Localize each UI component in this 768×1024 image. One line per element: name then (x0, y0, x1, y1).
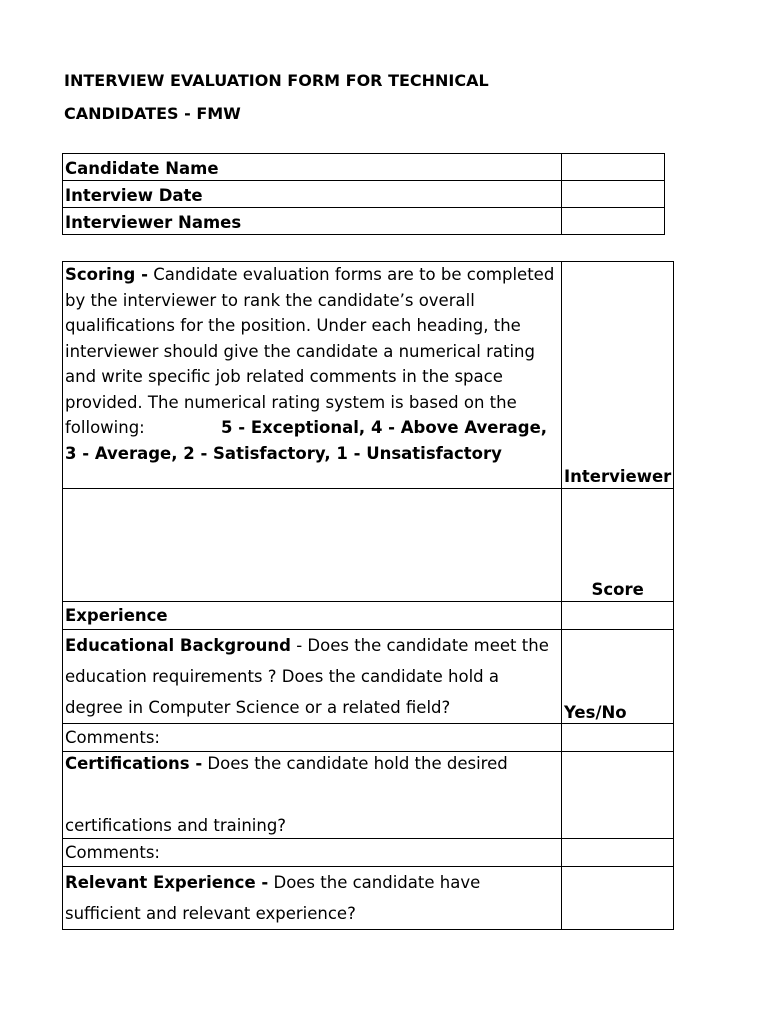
interview-date-field[interactable] (562, 181, 665, 208)
interviewer-column-header: Interviewer (562, 262, 674, 489)
scoring-row (63, 262, 674, 489)
table-row (63, 208, 665, 235)
table-row (63, 839, 674, 867)
educational-background-text: - Does the candidate meet the education requirements ? Does the candidate hold a degree in Computer Science or a related field? (65, 636, 549, 717)
comments-field[interactable] (562, 839, 674, 867)
certifications-question (63, 752, 562, 839)
score-column-header: Score (562, 489, 674, 602)
certifications-score-cell[interactable] (562, 752, 674, 839)
certifications-label: Certifications - (65, 754, 203, 773)
scoring-text: Candidate evaluation forms are to be completed by the interviewer to rank the candidate’s overall qualifications for the position. Under each heading, the interviewer should give the candidate a numerical rating and write specific job related comments in the space provided. The numerical rating system is based on the following: (65, 265, 555, 437)
table-row (63, 181, 665, 208)
evaluation-table (62, 261, 674, 930)
interviewer-names-field[interactable] (562, 208, 665, 235)
scoring-instructions (63, 262, 562, 489)
relevant-experience-question (63, 867, 562, 930)
blank-cell (63, 489, 562, 602)
comments-label: Comments: (63, 839, 562, 867)
candidate-name-label: Candidate Name (63, 154, 562, 181)
candidate-name-field[interactable] (562, 154, 665, 181)
relevant-experience-label: Relevant Experience - (65, 873, 269, 892)
table-row (63, 724, 674, 752)
form-title-line-1: INTERVIEW EVALUATION FORM FOR TECHNICAL (64, 71, 489, 90)
experience-heading: Experience (63, 602, 562, 630)
interview-date-label: Interview Date (63, 181, 562, 208)
interviewer-names-label: Interviewer Names (63, 208, 562, 235)
certifications-text-a: Does the candidate hold the desired (207, 754, 508, 773)
candidate-info-table (62, 153, 665, 235)
comments-label: Comments: (63, 724, 562, 752)
comments-field[interactable] (562, 724, 674, 752)
scoring-label: Scoring - (65, 265, 148, 284)
table-row (63, 154, 665, 181)
educational-background-question (63, 630, 562, 724)
table-row (63, 630, 674, 724)
table-row (63, 489, 674, 602)
experience-score-cell[interactable] (562, 602, 674, 630)
relevant-experience-text: Does the candidate have sufficient and relevant experience? (65, 873, 481, 923)
table-row (63, 752, 674, 839)
educational-background-label: Educational Background (65, 636, 291, 655)
table-row (63, 602, 674, 630)
form-title-line-2: CANDIDATES - FMW (64, 104, 241, 123)
yes-no-answer[interactable]: Yes/No (562, 630, 674, 724)
rating-scale: 5 - Exceptional, 4 - Above Average, 3 - Average, 2 - Satisfactory, 1 - Unsatisfactory (65, 418, 548, 463)
certifications-text-b: certifications and training? (65, 816, 287, 835)
table-row (63, 867, 674, 930)
relevant-experience-score-cell[interactable] (562, 867, 674, 930)
